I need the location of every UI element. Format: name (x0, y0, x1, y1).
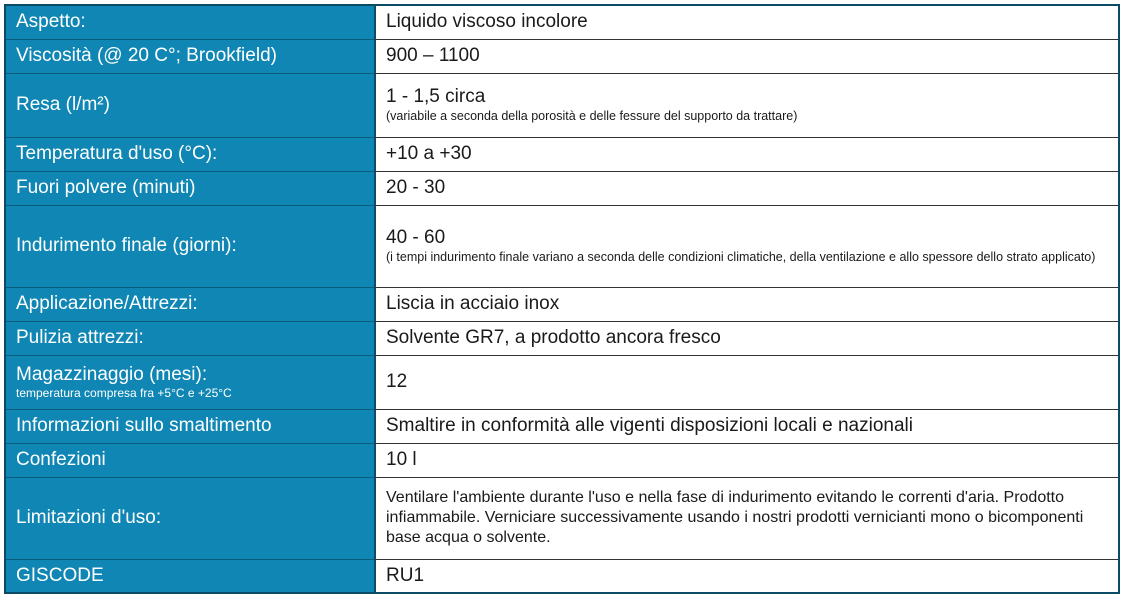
row-value: Solvente GR7, a prodotto ancora fresco (375, 321, 1119, 355)
table-row (5, 559, 1119, 593)
row-value: 900 – 1100 (375, 39, 1119, 73)
row-value (375, 205, 1119, 287)
row-value-note: (variabile a seconda della porosità e delle fessure del supporto da trattare) (386, 108, 798, 123)
row-value-note: (i tempi indurimento finale variano a seconda delle condizioni climatiche, della ventilazione e allo spessore dello strato applicato) (386, 249, 1096, 264)
row-label: Fuori polvere (minuti) (5, 171, 375, 205)
row-value: Liscia in acciaio inox (375, 287, 1119, 321)
table-row (5, 137, 1119, 171)
row-label: Confezioni (5, 443, 375, 477)
row-value-text: Ventilare l'ambiente durante l'uso e nella fase di indurimento evitando le correnti d'aria. Prodotto infiammabile. Verniciare successivamente usando i nostri prodotti vernicianti mono o bicomponenti base acqua o solvente. (386, 489, 1084, 546)
row-label: GISCODE (5, 559, 375, 593)
row-label: Limitazioni d'uso: (5, 477, 375, 559)
row-value-main: 40 - 60 (386, 226, 446, 248)
table-row (5, 409, 1119, 443)
table-row (5, 39, 1119, 73)
row-value: Liquido viscoso incolore (375, 5, 1119, 39)
row-label: Informazioni sullo smaltimento (5, 409, 375, 443)
row-label: Aspetto: (5, 5, 375, 39)
row-label: Applicazione/Attrezzi: (5, 287, 375, 321)
table-row (5, 321, 1119, 355)
table-row (5, 477, 1119, 559)
table-row (5, 205, 1119, 287)
row-label: Resa (l/m²) (5, 73, 375, 137)
table-row (5, 73, 1119, 137)
technical-data-table (4, 4, 1120, 594)
table-row (5, 5, 1119, 39)
table-row (5, 443, 1119, 477)
row-value: 20 - 30 (375, 171, 1119, 205)
row-value: 10 l (375, 443, 1119, 477)
row-label-main: Magazzinaggio (mesi): (16, 364, 208, 385)
row-value: Smaltire in conformità alle vigenti disposizioni locali e nazionali (375, 409, 1119, 443)
table-row (5, 287, 1119, 321)
table-row (5, 355, 1119, 409)
row-label: Pulizia attrezzi: (5, 321, 375, 355)
row-label: Indurimento finale (giorni): (5, 205, 375, 287)
row-value: +10 a +30 (375, 137, 1119, 171)
table-row (5, 171, 1119, 205)
row-label (5, 355, 375, 409)
row-label-sub: temperatura compresa fra +5°C e +25°C (16, 386, 232, 400)
row-label: Viscosità (@ 20 C°; Brookfield) (5, 39, 375, 73)
row-value: 12 (375, 355, 1119, 409)
row-value: RU1 (375, 559, 1119, 593)
row-value (375, 73, 1119, 137)
row-value-main: 1 - 1,5 circa (386, 85, 486, 107)
row-label: Temperatura d'uso (°C): (5, 137, 375, 171)
row-value (375, 477, 1119, 559)
